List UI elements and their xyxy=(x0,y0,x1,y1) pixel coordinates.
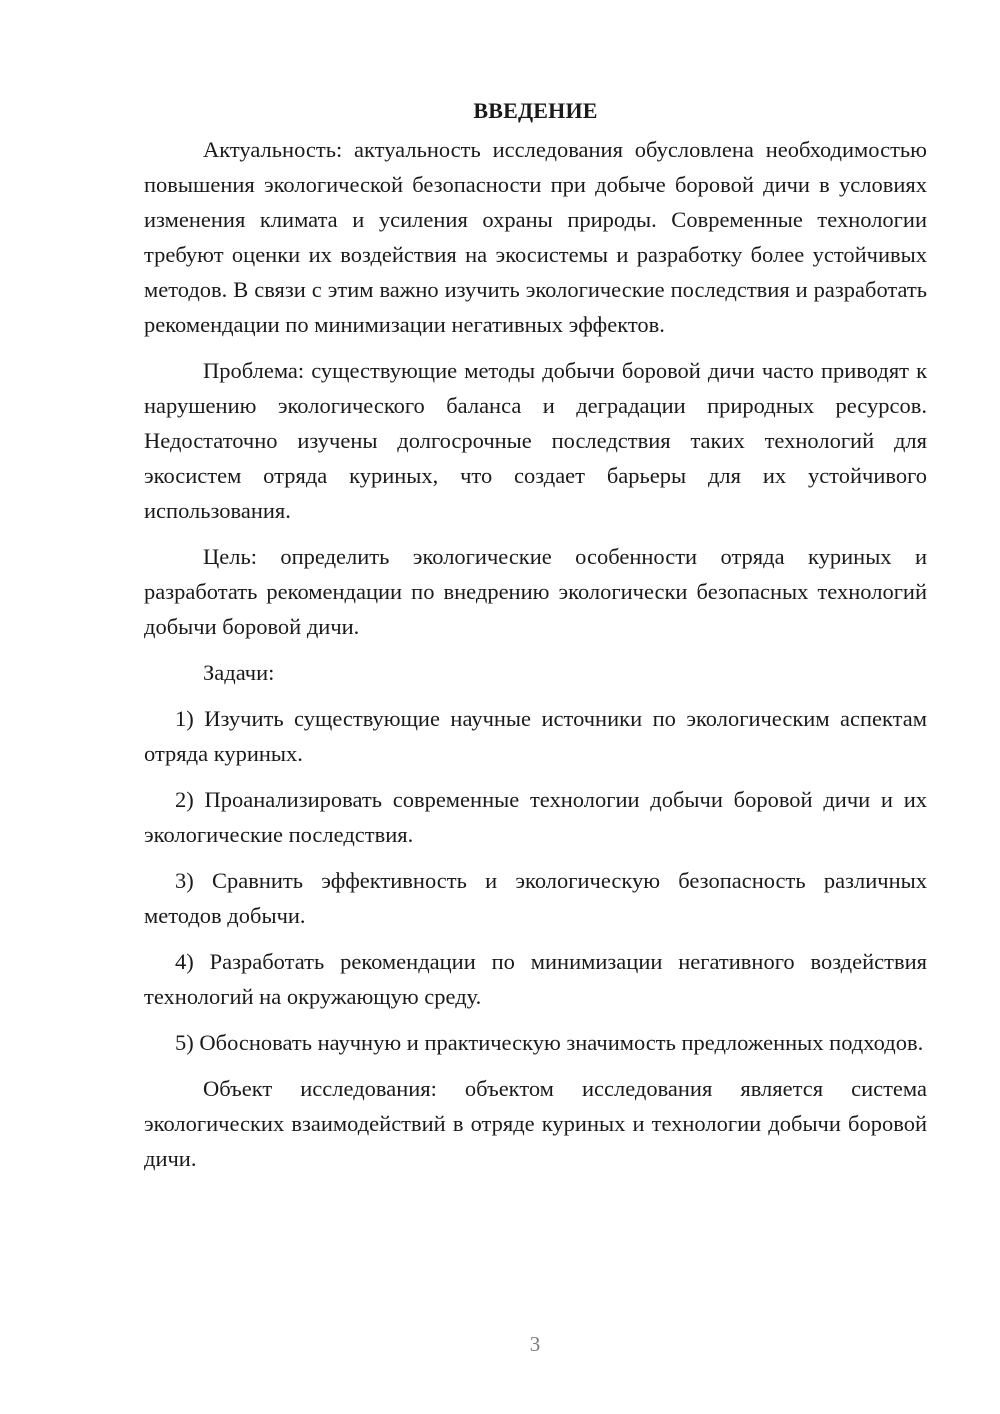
task-item-2: 2) Проанализировать современные технологии добычи боровой дичи и их экологические последствия. xyxy=(144,787,927,847)
relevance-paragraph: Актуальность: актуальность исследования обусловлена необходимостью повышения экологической безопасности при добыче боровой дичи в условиях изменения климата и усиления охраны природы. Современные технологии требуют оценки их воздействия на экосистемы и разработку более устойчивых методов. В связи с этим важно изучить экологические последствия и разработать рекомендации по минимизации негативных эффектов. xyxy=(144,137,927,337)
page-number: 3 xyxy=(529,1332,541,1356)
object-paragraph: Объект исследования: объектом исследования является система экологических взаимодействий в отряде куриных и технологии добычи боровой дичи. xyxy=(144,1076,927,1171)
tasks-label: Задачи: xyxy=(203,660,275,685)
task-item-1: 1) Изучить существующие научные источники по экологическим аспектам отряда куриных. xyxy=(144,706,927,766)
task-item-3: 3) Сравнить эффективность и экологическую безопасность различных методов добычи. xyxy=(144,868,927,928)
goal-paragraph: Цель: определить экологические особенности отряда куриных и разработать рекомендации по внедрению экологически безопасных технологий добычи боровой дичи. xyxy=(144,544,927,639)
task-item-4: 4) Разработать рекомендации по минимизации негативного воздействия технологий на окружающую среду. xyxy=(144,949,927,1009)
section-heading: ВВЕДЕНИЕ xyxy=(473,98,598,123)
task-item-5: 5) Обосновать научную и практическую значимость предложенных подходов. xyxy=(175,1030,924,1055)
page-content xyxy=(144,96,927,1187)
problem-paragraph: Проблема: существующие методы добычи боровой дичи часто приводят к нарушению экологического баланса и деградации природных ресурсов. Недостаточно изучены долгосрочные последствия таких технологий для экосистем отряда куриных, что создает барьеры для их устойчивого использования. xyxy=(144,358,927,523)
